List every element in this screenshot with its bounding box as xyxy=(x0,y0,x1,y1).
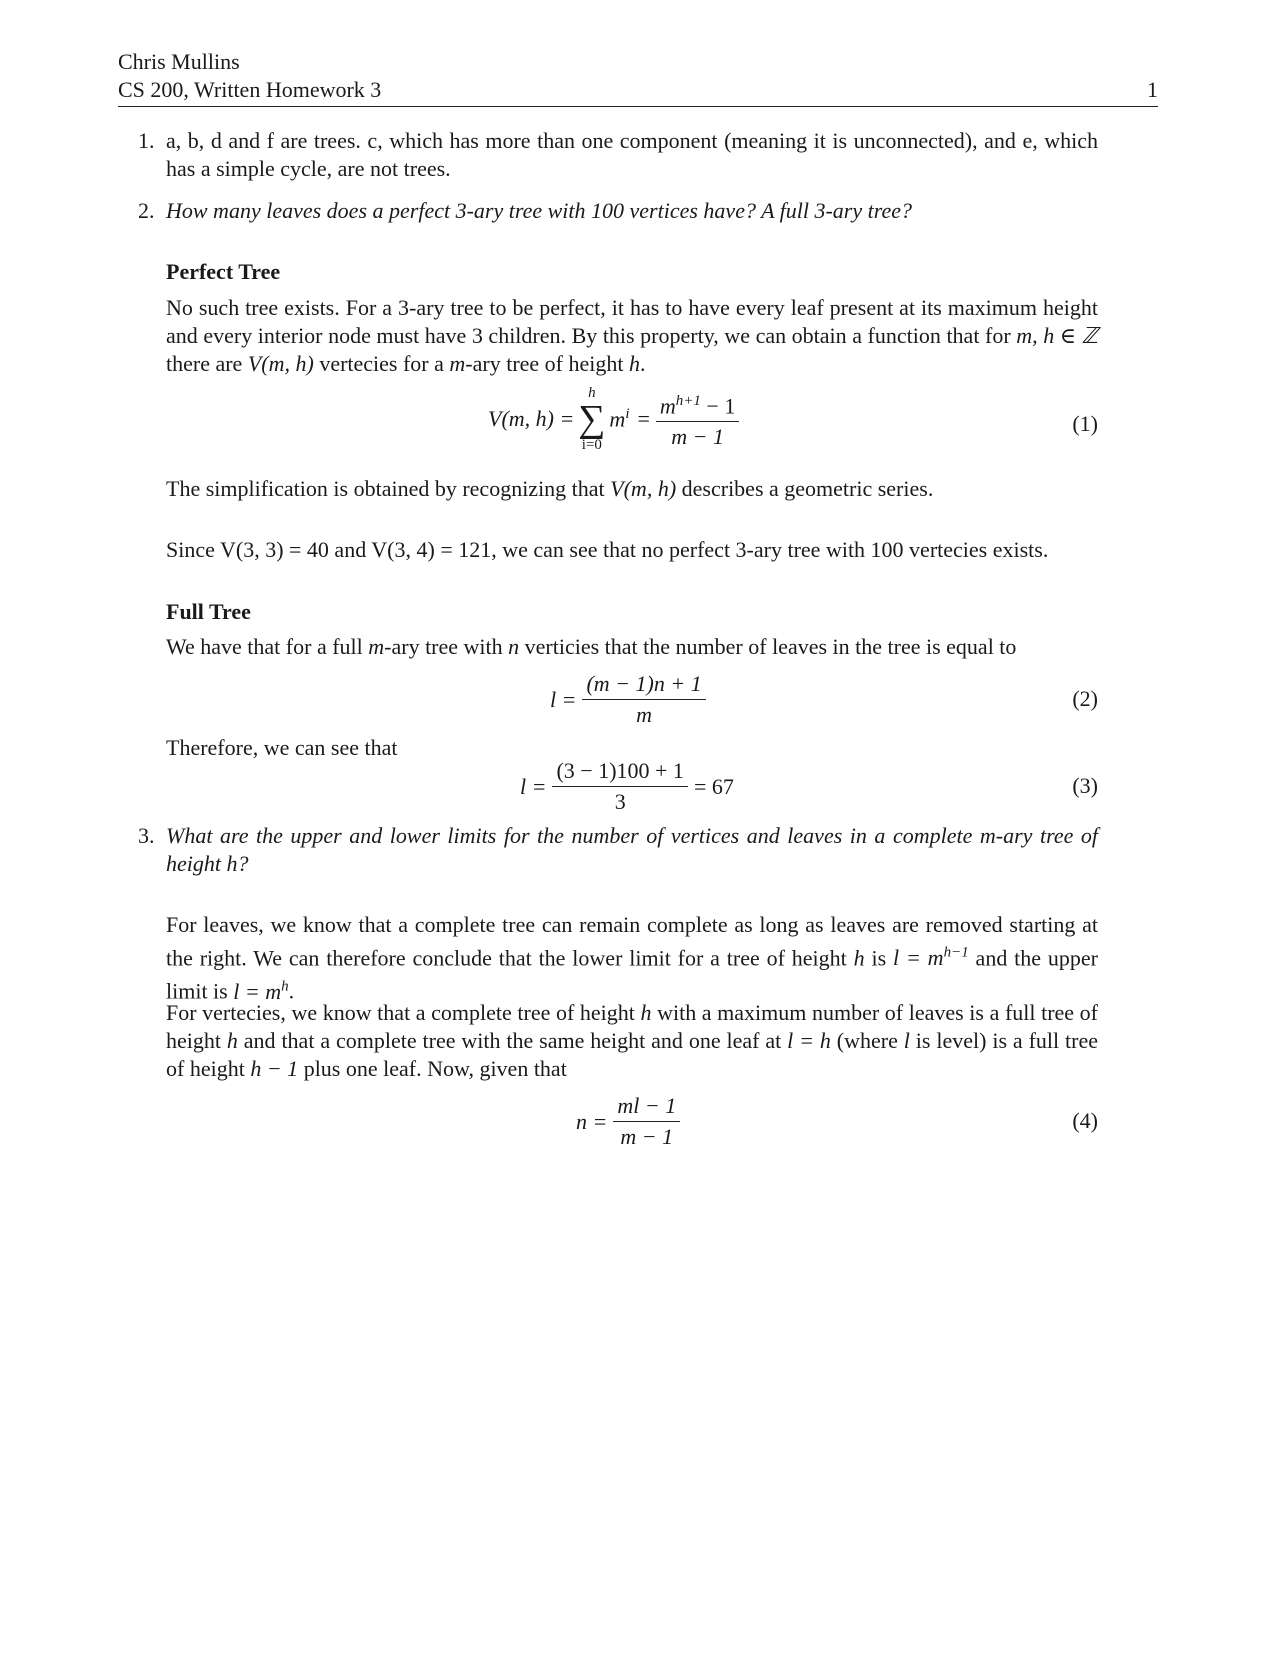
question-1-number: 1. xyxy=(138,128,155,153)
sum-upper-limit: h xyxy=(588,385,596,401)
eq4-tag: (4) xyxy=(1072,1108,1098,1133)
document-page xyxy=(118,48,1158,107)
simplification-part: describes a geometric series. xyxy=(676,476,934,501)
eq1-term xyxy=(609,406,629,432)
eq1-fraction xyxy=(656,388,739,450)
leaves-lower-limit xyxy=(893,945,969,970)
vertices-part: with a maximum number of leaves is a full tree of height xyxy=(166,1000,1098,1053)
math-inline: h xyxy=(226,851,238,876)
question-3-part: What are the upper and lower limits for the number of vertices and leaves in a complete xyxy=(166,823,980,848)
math-inline: l = h xyxy=(787,1028,831,1053)
therefore-text: Therefore, we can see that xyxy=(166,735,398,760)
since-text: Since V(3, 3) = 40 and V(3, 4) = 121, we can see that no perfect 3-ary tree with 100 vertecies exists. xyxy=(166,537,1049,562)
eq3-numerator: (3 − 1)100 + 1 xyxy=(552,758,687,787)
vertices-part: is level) is a full tree of height xyxy=(166,1028,1098,1081)
math-inline: n xyxy=(508,634,520,659)
leaves-paragraph xyxy=(166,911,1098,1006)
math-inline: V(m, h) xyxy=(247,351,314,376)
vertices-part: For vertecies, we know that a complete tree of height xyxy=(166,1000,641,1025)
perfect-text-part: . xyxy=(640,351,646,376)
leaves-part: For leaves, we know that a complete tree can remain complete as long as leaves are removed starting at the right. We can therefore conclude that the lower limit for a tree of height xyxy=(166,912,1098,971)
question-2-text: How many leaves does a perfect 3-ary tree with 100 vertices have? A full 3-ary tree? xyxy=(166,198,912,223)
eq1-denominator: m − 1 xyxy=(671,424,724,450)
eq1-tag: (1) xyxy=(1072,411,1098,436)
eq1-term-exp: i xyxy=(625,405,630,422)
perfect-text-part: No such tree exists. For a 3-ary tree to be perfect, it has to have every leaf present at its maximum height and every interior node must have 3 children. By this property, we can obtain a function that for xyxy=(166,295,1098,348)
eq3-tag: (3) xyxy=(1072,773,1098,798)
full-tree-paragraph xyxy=(166,633,1098,661)
math-inline: m xyxy=(368,634,385,659)
perfect-tree-heading: Perfect Tree xyxy=(166,259,281,284)
eq1-lhs: V(m, h) = xyxy=(488,406,575,431)
vertices-part: and that a complete tree with the same height and one leaf at xyxy=(237,1028,788,1053)
math-inline: h xyxy=(853,945,865,971)
perfect-text-part: there are xyxy=(166,351,248,376)
sum-lower-limit: i=0 xyxy=(581,437,602,453)
eq2-fraction xyxy=(582,671,705,728)
math-inline: h − 1 xyxy=(250,1056,299,1081)
eq1-num-rest: − 1 xyxy=(700,393,736,419)
math-inline: h xyxy=(640,1000,652,1025)
question-3-part: -ary tree of height xyxy=(166,823,1099,876)
vertices-part: plus one leaf. Now, given that xyxy=(298,1056,567,1081)
sigma-glyph: ∑ xyxy=(578,398,606,440)
eq4-numerator: ml − 1 xyxy=(613,1093,680,1122)
eq1-num-base: m xyxy=(659,393,676,419)
eq3-denominator: 3 xyxy=(614,789,626,814)
perfect-text-part: vertecies for a xyxy=(313,351,450,376)
eq3-rhs: = 67 xyxy=(693,773,734,799)
perfect-text-part: -ary tree of height xyxy=(465,351,629,376)
eq2-tag: (2) xyxy=(1072,686,1098,711)
full-text-part: We have that for a full xyxy=(166,634,369,659)
math-inline: m xyxy=(449,351,466,376)
leaves-lower-exp: h−1 xyxy=(943,945,969,961)
eq3-lhs: l = xyxy=(520,773,547,799)
question-3-number: 3. xyxy=(138,823,155,848)
eq3-fraction xyxy=(552,758,687,815)
eq1-equals: = xyxy=(637,406,650,431)
perfect-tree-paragraph xyxy=(166,294,1098,378)
question-3 xyxy=(138,822,1099,878)
equation-1 xyxy=(166,385,1098,465)
question-1 xyxy=(138,127,1098,183)
vertices-part: (where xyxy=(830,1028,904,1053)
leaves-upper-exp: h xyxy=(281,978,289,995)
leaves-part: is xyxy=(864,945,894,971)
math-inline: l xyxy=(903,1028,910,1053)
sum-symbol xyxy=(578,385,605,453)
simplification-text xyxy=(166,475,1098,503)
question-2 xyxy=(138,197,1098,225)
eq2-lhs: l = xyxy=(550,686,577,712)
course-title: CS 200, Written Homework 3 xyxy=(118,77,382,102)
author-name: Chris Mullins xyxy=(118,49,240,74)
eq2-numerator: (m − 1)n + 1 xyxy=(582,671,705,700)
simplification-part: The simplification is obtained by recognizing that xyxy=(166,476,611,501)
math-inline: h xyxy=(226,1028,238,1053)
full-text-part: -ary tree with xyxy=(384,634,509,659)
math-inline: V(m, h) xyxy=(610,476,677,501)
eq4-lhs: n = xyxy=(576,1108,608,1134)
question-3-part: ? xyxy=(237,851,249,876)
equation-2 xyxy=(166,671,1098,733)
leaves-upper-base: l = m xyxy=(233,978,282,1004)
question-1-text: a, b, d and f are trees. c, which has more than one component (meaning it is unconnected), and e, which has a simple cycle, are not trees. xyxy=(166,128,1098,181)
eq1-term-base: m xyxy=(609,406,626,432)
equation-4 xyxy=(166,1093,1098,1155)
math-inline: h xyxy=(629,351,640,376)
math-inline: m xyxy=(979,823,996,848)
full-tree-heading: Full Tree xyxy=(166,599,251,624)
leaves-part: and the upper limit is xyxy=(166,945,1098,1004)
page-header xyxy=(118,48,1158,107)
eq1-numerator xyxy=(656,388,739,422)
eq1-num-exp: h+1 xyxy=(675,392,701,409)
full-text-part: verticies that the number of leaves in the tree is equal to xyxy=(519,634,1017,659)
page-number: 1 xyxy=(1147,77,1158,102)
leaves-lower-base: l = m xyxy=(893,945,944,971)
leaves-part: . xyxy=(288,978,295,1004)
eq4-fraction xyxy=(613,1093,680,1150)
eq4-denominator: m − 1 xyxy=(620,1124,674,1149)
equation-3 xyxy=(166,758,1098,820)
question-2-number: 2. xyxy=(138,198,155,223)
eq2-denominator: m xyxy=(636,702,653,727)
math-inline: m, h ∈ ℤ xyxy=(1016,323,1098,348)
vertices-paragraph xyxy=(166,999,1098,1083)
